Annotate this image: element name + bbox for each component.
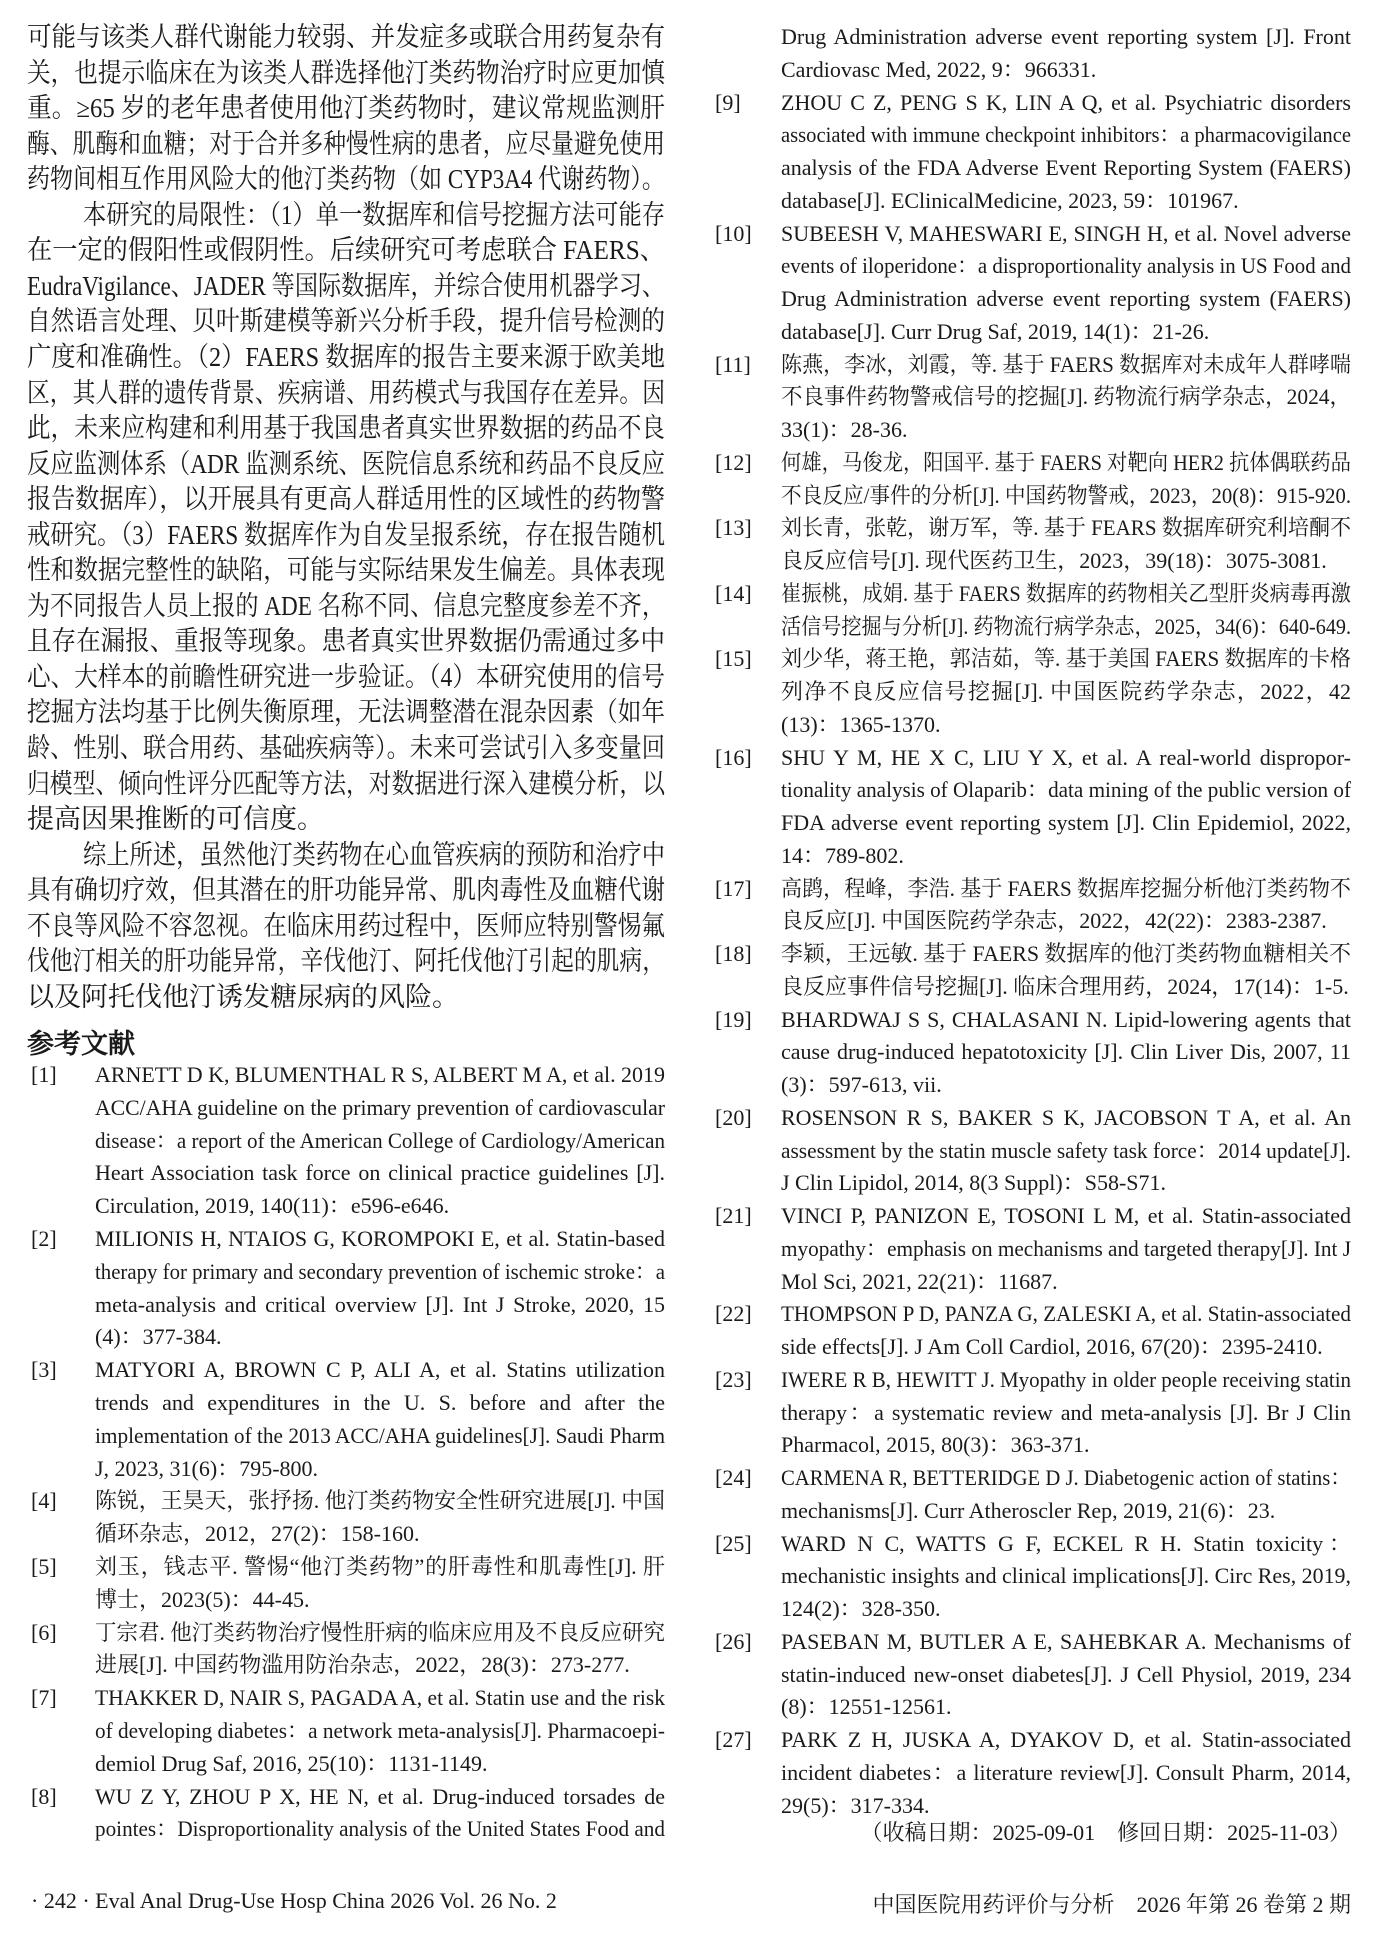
reference-line: (8)：12551-12561. — [781, 1694, 952, 1720]
reference-line: of developing diabetes：a network meta-analysis[J]. Pharmacoepi- — [95, 1718, 665, 1743]
reference-line: 刘玉，钱志平. 警惕“他汀类药物”的肝毒性和肌毒性[J]. 肝 — [95, 1554, 665, 1579]
body-text-line: 不良等风险不容忽视。在临床用药过程中，医师应特别警惕氟 — [27, 910, 665, 941]
reference-line: 列净不良反应信号挖掘[J]. 中国医院药学杂志，2022，42 — [781, 679, 1351, 704]
reference-number: [19] — [715, 1006, 752, 1032]
reference-line: THOMPSON P D, PANZA G, ZALESKI A, et al. Statin-associated — [781, 1301, 1351, 1327]
reference-line: therapy for primary and secondary prevention of ischemic stroke：a — [95, 1258, 665, 1284]
reference-number: [22] — [715, 1301, 752, 1327]
body-text-line: 提高因果推断的可信度。 — [27, 804, 324, 835]
reference-line: 124(2)：328-350. — [781, 1596, 941, 1621]
reference-line: Drug Administration adverse event reporting system [J]. Front — [781, 24, 1351, 49]
reference-line: 高鹍，程峰，李浩. 基于 FAERS 数据库挖掘分析他汀类药物不 — [781, 875, 1351, 901]
reference-line: J, 2023, 31(6)：795-800. — [95, 1455, 319, 1481]
reference-line: 丁宗君. 他汀类药物治疗慢性肝病的临床应用及不良反应研究 — [95, 1619, 665, 1645]
reference-number: [16] — [715, 744, 752, 770]
body-text-line: 在一定的假阳性或假阴性。后续研究可考虑联合 FAERS、 — [27, 235, 665, 266]
reference-line: IWERE R B, HEWITT J. Myopathy in older people receiving statin — [781, 1366, 1351, 1392]
reference-line: BHARDWAJ S S, CHALASANI N. Lipid-lowering agents that — [781, 1006, 1351, 1032]
reference-line: 崔振桃，成娟. 基于 FAERS 数据库的药物相关乙型肝炎病毒再激 — [781, 580, 1351, 606]
reference-line: database[J]. Curr Drug Saf, 2019, 14(1)：21-26. — [781, 318, 1210, 344]
reference-line: Heart Association task force on clinical practice guidelines [J]. — [95, 1160, 665, 1186]
reference-number: [25] — [715, 1530, 752, 1556]
body-text-line: 此，未来应构建和利用基于我国患者真实世界数据的药品不良 — [27, 413, 665, 444]
reference-line: Drug Administration adverse event reporting system (FAERS) — [781, 286, 1351, 311]
body-text-line: 可能与该类人群代谢能力较弱、并发症多或联合用药复杂有 — [27, 22, 665, 52]
reference-number: [20] — [715, 1104, 752, 1130]
body-text-line: EudraVigilance、JADER 等国际数据库，并综合使用机器学习、 — [27, 270, 665, 301]
reference-line: (13)：1365-1370. — [781, 711, 941, 737]
reference-line: 活信号挖掘与分析[J]. 药物流行病学杂志，2025，34(6)：640-649. — [781, 613, 1351, 639]
reference-line: 不良事件药物警戒信号的挖掘[J]. 药物流行病学杂志，2024， — [781, 384, 1351, 410]
body-text-line: 酶、肌酶和血糖；对于合并多种慢性病的患者，应尽量避免使用 — [27, 128, 665, 159]
reference-number: [5] — [31, 1554, 57, 1579]
reference-line: assessment by the statin muscle safety task force：2014 update[J]. — [781, 1137, 1351, 1163]
reference-number: [17] — [715, 875, 752, 901]
reference-line: mechanistic insights and clinical implications[J]. Circ Res, 2019, — [781, 1563, 1351, 1589]
reference-number: [24] — [715, 1465, 752, 1490]
reference-line: meta-analysis and critical overview [J]. Int J Stroke, 2020, 15 — [95, 1291, 665, 1317]
reference-line: 陈燕，李冰，刘霞，等. 基于 FAERS 数据库对未成年人群哮喘 — [781, 351, 1351, 377]
reference-line: 不良反应/事件的分析[J]. 中国药物警戒，2023，20(8)：915-920. — [781, 482, 1351, 508]
reference-line: 循环杂志，2012，27(2)：158-160. — [95, 1521, 420, 1547]
reference-number: [2] — [31, 1226, 57, 1251]
reference-line: 进展[J]. 中国药物滥用防治杂志，2022，28(3)：273-277. — [95, 1652, 630, 1678]
body-text-line: 报告数据库），以开展具有更高人群适用性的区域性的药物警 — [27, 484, 665, 515]
reference-line: Cardiovasc Med, 2022, 9：966331. — [781, 56, 1097, 82]
reference-line: Pharmacol, 2015, 80(3)：363-371. — [781, 1432, 1090, 1458]
reference-line: WU Z Y, ZHOU P X, HE N, et al. Drug-induced torsades de — [95, 1783, 665, 1809]
reference-line: THAKKER D, NAIR S, PAGADA A, et al. Statin use and the risk — [95, 1685, 665, 1711]
reference-number: [8] — [31, 1783, 57, 1809]
reference-line: analysis of the FDA Adverse Event Reporting System (FAERS) — [781, 155, 1351, 180]
reference-line: myopathy：emphasis on mechanisms and targeted therapy[J]. Int J — [781, 1235, 1351, 1261]
body-text-line: 具有确切疗效，但其潜在的肝功能异常、肌肉毒性及血糖代谢 — [27, 875, 665, 906]
reference-line: ACC/AHA guideline on the primary prevention of cardiovascular — [95, 1094, 665, 1120]
reference-number: [12] — [715, 449, 752, 475]
reference-number: [7] — [31, 1685, 57, 1711]
body-text-line: 心、大样本的前瞻性研究进一步验证。（4）本研究使用的信号 — [27, 661, 665, 692]
reference-line: ZHOU C Z, PENG S K, LIN A Q, et al. Psychiatric disorders — [781, 89, 1351, 115]
body-text-line: 本研究的局限性：（1）单一数据库和信号挖掘方法可能存 — [83, 199, 665, 230]
reference-number: [26] — [715, 1628, 752, 1654]
reference-line: ROSENSON R S, BAKER S K, JACOBSON T A, et al. An — [781, 1104, 1351, 1130]
body-text-line: 戒研究。（3）FAERS 数据库作为自发呈报系统，存在报告随机 — [27, 519, 665, 550]
reference-line: 李颖，王远敏. 基于 FAERS 数据库的他汀类药物血糖相关不 — [781, 941, 1351, 966]
reference-number: [13] — [715, 515, 752, 541]
reference-number: [15] — [715, 646, 752, 672]
reference-line: 陈锐，王昊天，张抒扬. 他汀类药物安全性研究进展[J]. 中国 — [95, 1488, 665, 1514]
reference-line: J Clin Lipidol, 2014, 8(3 Suppl)：S58-S71. — [781, 1170, 1167, 1196]
reference-number: [6] — [31, 1619, 57, 1645]
reference-number: [21] — [715, 1203, 752, 1228]
reference-line: 14：789-802. — [781, 842, 904, 868]
body-text-line: 性和数据完整性的缺陷，可能与实际结果发生偏差。具体表现 — [27, 555, 665, 586]
reference-line: implementation of the 2013 ACC/AHA guidelines[J]. Saudi Pharm — [95, 1422, 665, 1448]
reference-line: 良反应事件信号挖掘[J]. 临床合理用药，2024，17(14)：1-5. — [781, 973, 1349, 999]
footer-page-citation: · 242 · Eval Anal Drug-Use Hosp China 2026 Vol. 26 No. 2 — [31, 1888, 557, 1913]
reference-line: side effects[J]. J Am Coll Cardiol, 2016, 67(20)：2395-2410. — [781, 1334, 1323, 1359]
reference-line: CARMENA R, BETTERIDGE D J. Diabetogenic action of statins： — [781, 1465, 1351, 1490]
reference-line: MILIONIS H, NTAIOS G, KOROMPOKI E, et al. Statin-based — [95, 1226, 665, 1251]
body-text-line: 归模型、倾向性评分匹配等方法，对数据进行深入建模分析，以 — [27, 768, 665, 799]
body-text-line: 龄、性别、联合用药、基础疾病等）。未来可尝试引入多变量回 — [27, 733, 665, 763]
body-text-line: 以及阿托伐他汀诱发糖尿病的风险。 — [27, 981, 459, 1012]
reference-line: SHU Y M, HE X C, LIU Y X, et al. A real-world dispropor- — [781, 744, 1351, 770]
reference-line: Circulation, 2019, 140(11)：e596-e646. — [95, 1193, 450, 1219]
references-heading: 参考文献 — [27, 1029, 135, 1060]
body-text-line: 重。≥65 岁的老年患者使用他汀类药物时，建议常规监测肝 — [27, 93, 665, 124]
reference-line: WARD N C, WATTS G F, ECKEL R H. Statin toxicity： — [781, 1530, 1351, 1556]
body-text-line: 广度和准确性。（2）FAERS 数据库的报告主要来源于欧美地 — [27, 341, 665, 372]
body-text-line: 药物间相互作用风险大的他汀类药物（如 CYP3A4 代谢药物）。 — [27, 164, 665, 195]
reference-number: [10] — [715, 220, 752, 246]
reference-line: associated with immune checkpoint inhibitors：a pharmacovigilance — [781, 122, 1351, 148]
reference-line: 何雄，马俊龙，阳国平. 基于 FAERS 对靶向 HER2 抗体偶联药品 — [781, 449, 1351, 475]
reference-line: 刘长青，张乾，谢万军，等. 基于 FEARS 数据库研究利培酮不 — [781, 515, 1351, 541]
reference-line: 良反应信号[J]. 现代医药卫生，2023，39(18)：3075-3081. — [781, 548, 1327, 573]
reference-number: [3] — [31, 1357, 57, 1383]
reference-line: statin-induced new-onset diabetes[J]. J Cell Physiol, 2019, 234 — [781, 1661, 1351, 1687]
reference-line: tionality analysis of Olaparib：data mining of the public version of — [781, 777, 1351, 803]
reference-line: ARNETT D K, BLUMENTHAL R S, ALBERT M A, et al. 2019 — [95, 1062, 665, 1087]
reference-line: PASEBAN M, BUTLER A E, SAHEBKAR A. Mechanisms of — [781, 1628, 1351, 1654]
reference-line: therapy：a systematic review and meta-analysis [J]. Br J Clin — [781, 1399, 1351, 1425]
reference-line: FDA adverse event reporting system [J]. Clin Epidemiol, 2022, — [781, 810, 1351, 835]
reference-line: (3)：597-613, vii. — [781, 1072, 942, 1097]
reference-number: [14] — [715, 580, 752, 606]
reference-line: mechanisms[J]. Curr Atheroscler Rep, 2019, 21(6)：23. — [781, 1497, 1276, 1523]
reference-number: [23] — [715, 1366, 752, 1392]
body-text-line: 挖掘方法均基于比例失衡原理，无法调整潜在混杂因素（如年 — [27, 697, 665, 728]
reference-line: pointes：Disproportionality analysis of the United States Food and — [95, 1816, 665, 1842]
reference-line: 良反应[J]. 中国医院药学杂志，2022，42(22)：2383-2387. — [781, 908, 1327, 934]
body-text-line: 伐他汀相关的肝功能异常，辛伐他汀、阿托伐他汀引起的肌病， — [27, 946, 665, 977]
body-text-line: 自然语言处理、贝叶斯建模等新兴分析手段，提升信号检测的 — [27, 306, 665, 337]
reference-line: Mol Sci, 2021, 22(21)：11687. — [781, 1268, 1058, 1294]
reference-line: SUBEESH V, MAHESWARI E, SINGH H, et al. Novel adverse — [781, 220, 1351, 246]
body-text-line: 关，也提示临床在为该类人群选择他汀类药物治疗时应更加慎 — [27, 57, 665, 88]
reference-line: demiol Drug Saf, 2016, 25(10)：1131-1149. — [95, 1750, 488, 1776]
reference-line: MATYORI A, BROWN C P, ALI A, et al. Statins utilization — [95, 1357, 665, 1383]
footer-journal-issue: 中国医院用药评价与分析 2026 年第 26 卷第 2 期 — [872, 1892, 1351, 1917]
body-text-line: 且存在漏报、重报等现象。患者真实世界数据仍需通过多中 — [27, 626, 665, 657]
reference-number: [4] — [31, 1488, 57, 1514]
reference-number: [9] — [715, 89, 741, 115]
body-text-line: 综上所述，虽然他汀类药物在心血管疾病的预防和治疗中 — [83, 839, 665, 870]
received-date-note: （收稿日期：2025-09-01 修回日期：2025-11-03） — [860, 1820, 1351, 1845]
reference-line: incident diabetes：a literature review[J]. Consult Pharm, 2014, — [781, 1759, 1351, 1785]
body-text-line: 区，其人群的遗传背景、疾病谱、用药模式与我国存在差异。因 — [27, 377, 665, 408]
reference-line: 博士，2023(5)：44-45. — [95, 1586, 310, 1612]
body-text-line: 反应监测体系（ADR 监测系统、医院信息系统和药品不良反应 — [27, 448, 665, 479]
reference-number: [27] — [715, 1727, 752, 1752]
reference-line: database[J]. EClinicalMedicine, 2023, 59：101967. — [781, 187, 1239, 213]
reference-line: VINCI P, PANIZON E, TOSONI L M, et al. Statin-associated — [781, 1203, 1351, 1228]
reference-line: 33(1)：28-36. — [781, 417, 908, 442]
reference-line: PARK Z H, JUSKA A, DYAKOV D, et al. Statin-associated — [781, 1727, 1351, 1752]
reference-line: trends and expenditures in the U. S. before and after the — [95, 1390, 665, 1415]
reference-line: events of iloperidone：a disproportionality analysis in US Food and — [781, 253, 1351, 279]
reference-number: [11] — [715, 351, 751, 377]
reference-line: disease：a report of the American College of Cardiology/American — [95, 1127, 665, 1153]
reference-line: 刘少华，蒋王艳，郭洁茹，等. 基于美国 FAERS 数据库的卡格 — [781, 646, 1351, 672]
reference-number: [18] — [715, 941, 752, 966]
reference-line: cause drug-induced hepatotoxicity [J]. Clin Liver Dis, 2007, 11 — [781, 1039, 1351, 1065]
reference-line: (4)：377-384. — [95, 1324, 222, 1350]
reference-number: [1] — [31, 1062, 57, 1087]
body-text-line: 为不同报告人员上报的 ADE 名称不同、信息完整度参差不齐， — [27, 590, 665, 621]
reference-line: 29(5)：317-334. — [781, 1792, 930, 1818]
